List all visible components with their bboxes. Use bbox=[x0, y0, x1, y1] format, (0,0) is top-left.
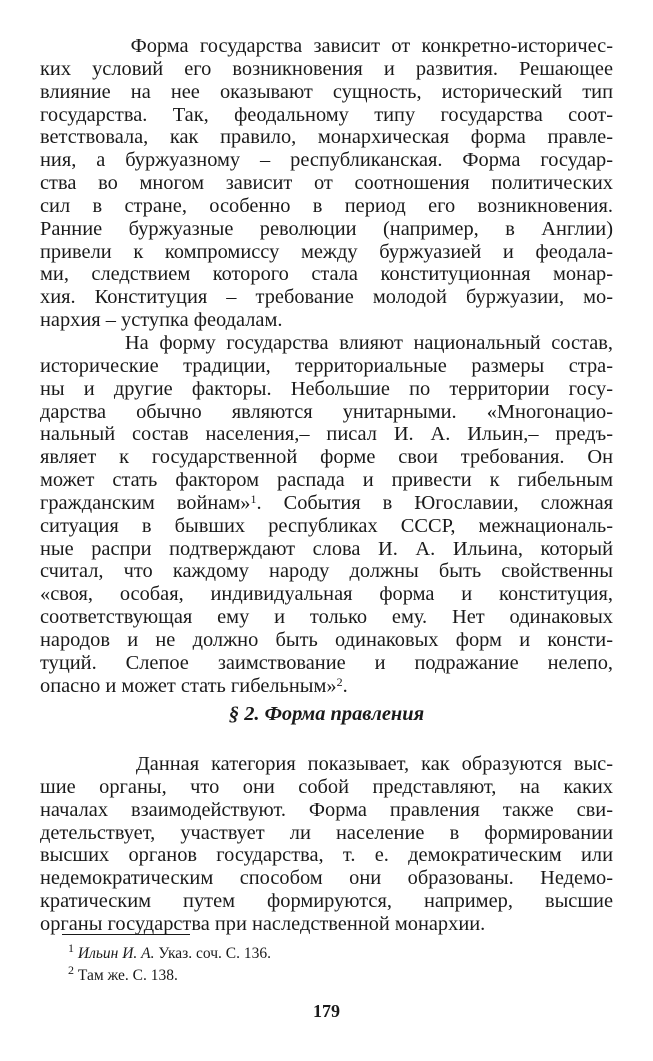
line-text: ния, а буржуазному – республиканская. Форма государ- bbox=[40, 149, 613, 172]
line-text: ми, следствием которого стала конституционная монар- bbox=[40, 263, 613, 286]
text-line bbox=[40, 423, 613, 446]
text-line bbox=[40, 332, 613, 355]
line-text: ства во многом зависит от соотношения политических bbox=[40, 172, 613, 195]
footnote-mark: 2 bbox=[68, 963, 74, 977]
footnote-author: Ильин И. А. bbox=[77, 945, 155, 962]
footnote-1 bbox=[68, 941, 272, 964]
text-line bbox=[40, 469, 613, 492]
line-text-tail: . bbox=[342, 674, 348, 697]
text-line bbox=[40, 867, 613, 890]
line-text: ны и другие факторы. Небольшие по территории госу- bbox=[40, 377, 613, 400]
footnote-mark: 1 bbox=[68, 941, 74, 955]
line-text: ситуация в бывших республиках СССР, межнациональ- bbox=[40, 514, 613, 537]
line-text: Ранние буржуазные революции (например, в Англии) bbox=[40, 217, 613, 240]
line-text: туций. Слепое заимствование и подражание нелепо, bbox=[40, 651, 613, 674]
text-line bbox=[40, 538, 613, 561]
line-text: детельствует, участвует ли население в формировании bbox=[40, 821, 613, 844]
line-text-tail: . События в Югославии, сложная bbox=[256, 491, 614, 514]
text-line bbox=[40, 913, 613, 936]
text-line bbox=[40, 35, 613, 58]
text-line bbox=[40, 355, 613, 378]
text-line bbox=[40, 126, 613, 149]
text-line bbox=[40, 263, 613, 286]
line-text: опасно и может стать гибельным» bbox=[40, 674, 337, 697]
section-heading: § 2. Форма правления bbox=[228, 703, 425, 725]
text-line bbox=[40, 822, 613, 845]
text-line bbox=[40, 378, 613, 401]
text-line bbox=[40, 799, 613, 822]
line-text: влияние на нее оказывают сущность, исторический тип bbox=[40, 80, 613, 103]
text-line bbox=[40, 401, 613, 424]
text-line bbox=[40, 629, 613, 652]
text-line bbox=[40, 172, 613, 195]
line-text: нархия – уступка феодалам. bbox=[40, 309, 283, 332]
line-text: дарства обычно являются унитарными. «Многонацио- bbox=[40, 400, 613, 423]
footnote-divider bbox=[62, 934, 190, 935]
footnote-2 bbox=[68, 963, 178, 986]
line-text: шие органы, что они собой представляют, на каких bbox=[40, 775, 613, 798]
text-line bbox=[40, 104, 613, 127]
text-line bbox=[40, 652, 613, 675]
line-text: началах взаимодействуют. Форма правления также сви- bbox=[40, 798, 613, 821]
line-text: государства. Так, феодальному типу государства соот- bbox=[40, 103, 613, 126]
line-text: ные распри подтверждают слова И. А. Ильина, который bbox=[40, 537, 613, 560]
text-line bbox=[40, 58, 613, 81]
line-text: «своя, особая, индивидуальная форма и конституция, bbox=[40, 583, 613, 606]
text-line bbox=[40, 776, 613, 799]
body-text-part-2 bbox=[40, 753, 613, 936]
text-line bbox=[40, 890, 613, 913]
body-text-part-1 bbox=[40, 35, 613, 697]
line-text: органы государства при наследственной монархии. bbox=[40, 912, 486, 935]
line-text: исторические традиции, территориальные размеры стра- bbox=[40, 354, 613, 377]
line-text: На форму государства влияют национальный состав, bbox=[40, 331, 613, 354]
line-text: ветствовала, как правило, монархическая форма правле- bbox=[40, 126, 613, 149]
text-line bbox=[40, 309, 613, 332]
line-text: считал, что каждому народу должны быть свойственны bbox=[40, 560, 613, 583]
text-line bbox=[40, 753, 613, 776]
line-text: недемократическим способом они образованы. Недемо- bbox=[40, 867, 613, 890]
footnote-text: Там же. С. 138. bbox=[77, 967, 178, 984]
text-line bbox=[40, 218, 613, 241]
line-text: кратическим путем формируются, например, высшие bbox=[40, 890, 613, 913]
text-line bbox=[40, 149, 613, 172]
text-line bbox=[40, 81, 613, 104]
line-text: сил в стране, особенно в период его возникновения. bbox=[40, 194, 613, 217]
line-text: нальный состав населения,– писал И. А. Ильин,– предъ- bbox=[40, 423, 613, 446]
line-text: Данная категория показывает, как образуются выс- bbox=[40, 753, 613, 775]
text-line bbox=[40, 560, 613, 583]
line-text: привели к компромиссу между буржуазией и феодала- bbox=[40, 240, 613, 263]
text-line bbox=[40, 583, 613, 606]
line-text: гражданским войнам» bbox=[40, 491, 251, 514]
footnote-ref: 2 bbox=[336, 674, 343, 689]
text-line bbox=[40, 446, 613, 469]
text-line bbox=[40, 195, 613, 218]
footnote-ref: 1 bbox=[250, 491, 257, 506]
footnote-text: Указ. соч. С. 136. bbox=[154, 945, 272, 962]
text-line bbox=[40, 286, 613, 309]
line-text: может стать фактором распада и привести к гибельным bbox=[40, 469, 613, 492]
text-line bbox=[40, 492, 613, 515]
line-text: хия. Конституция – требование молодой буржуазии, мо- bbox=[40, 286, 613, 309]
line-text: ких условий его возникновения и развития. Решающее bbox=[40, 57, 613, 80]
line-text: соответствующая ему и только ему. Нет одинаковых bbox=[40, 606, 613, 629]
line-text: Форма государства зависит от конкретно-историчес- bbox=[40, 35, 613, 57]
text-line bbox=[40, 675, 613, 698]
text-line bbox=[40, 241, 613, 264]
page-number: 179 bbox=[313, 1001, 340, 1021]
text-line bbox=[40, 515, 613, 538]
line-text: являет к государственной форме свои требования. Он bbox=[40, 446, 613, 469]
line-text: высших органов государства, т. е. демократическим или bbox=[40, 844, 613, 867]
text-line bbox=[40, 844, 613, 867]
text-line bbox=[40, 606, 613, 629]
line-text: народов и не должно быть одинаковых форм и консти- bbox=[40, 628, 613, 651]
